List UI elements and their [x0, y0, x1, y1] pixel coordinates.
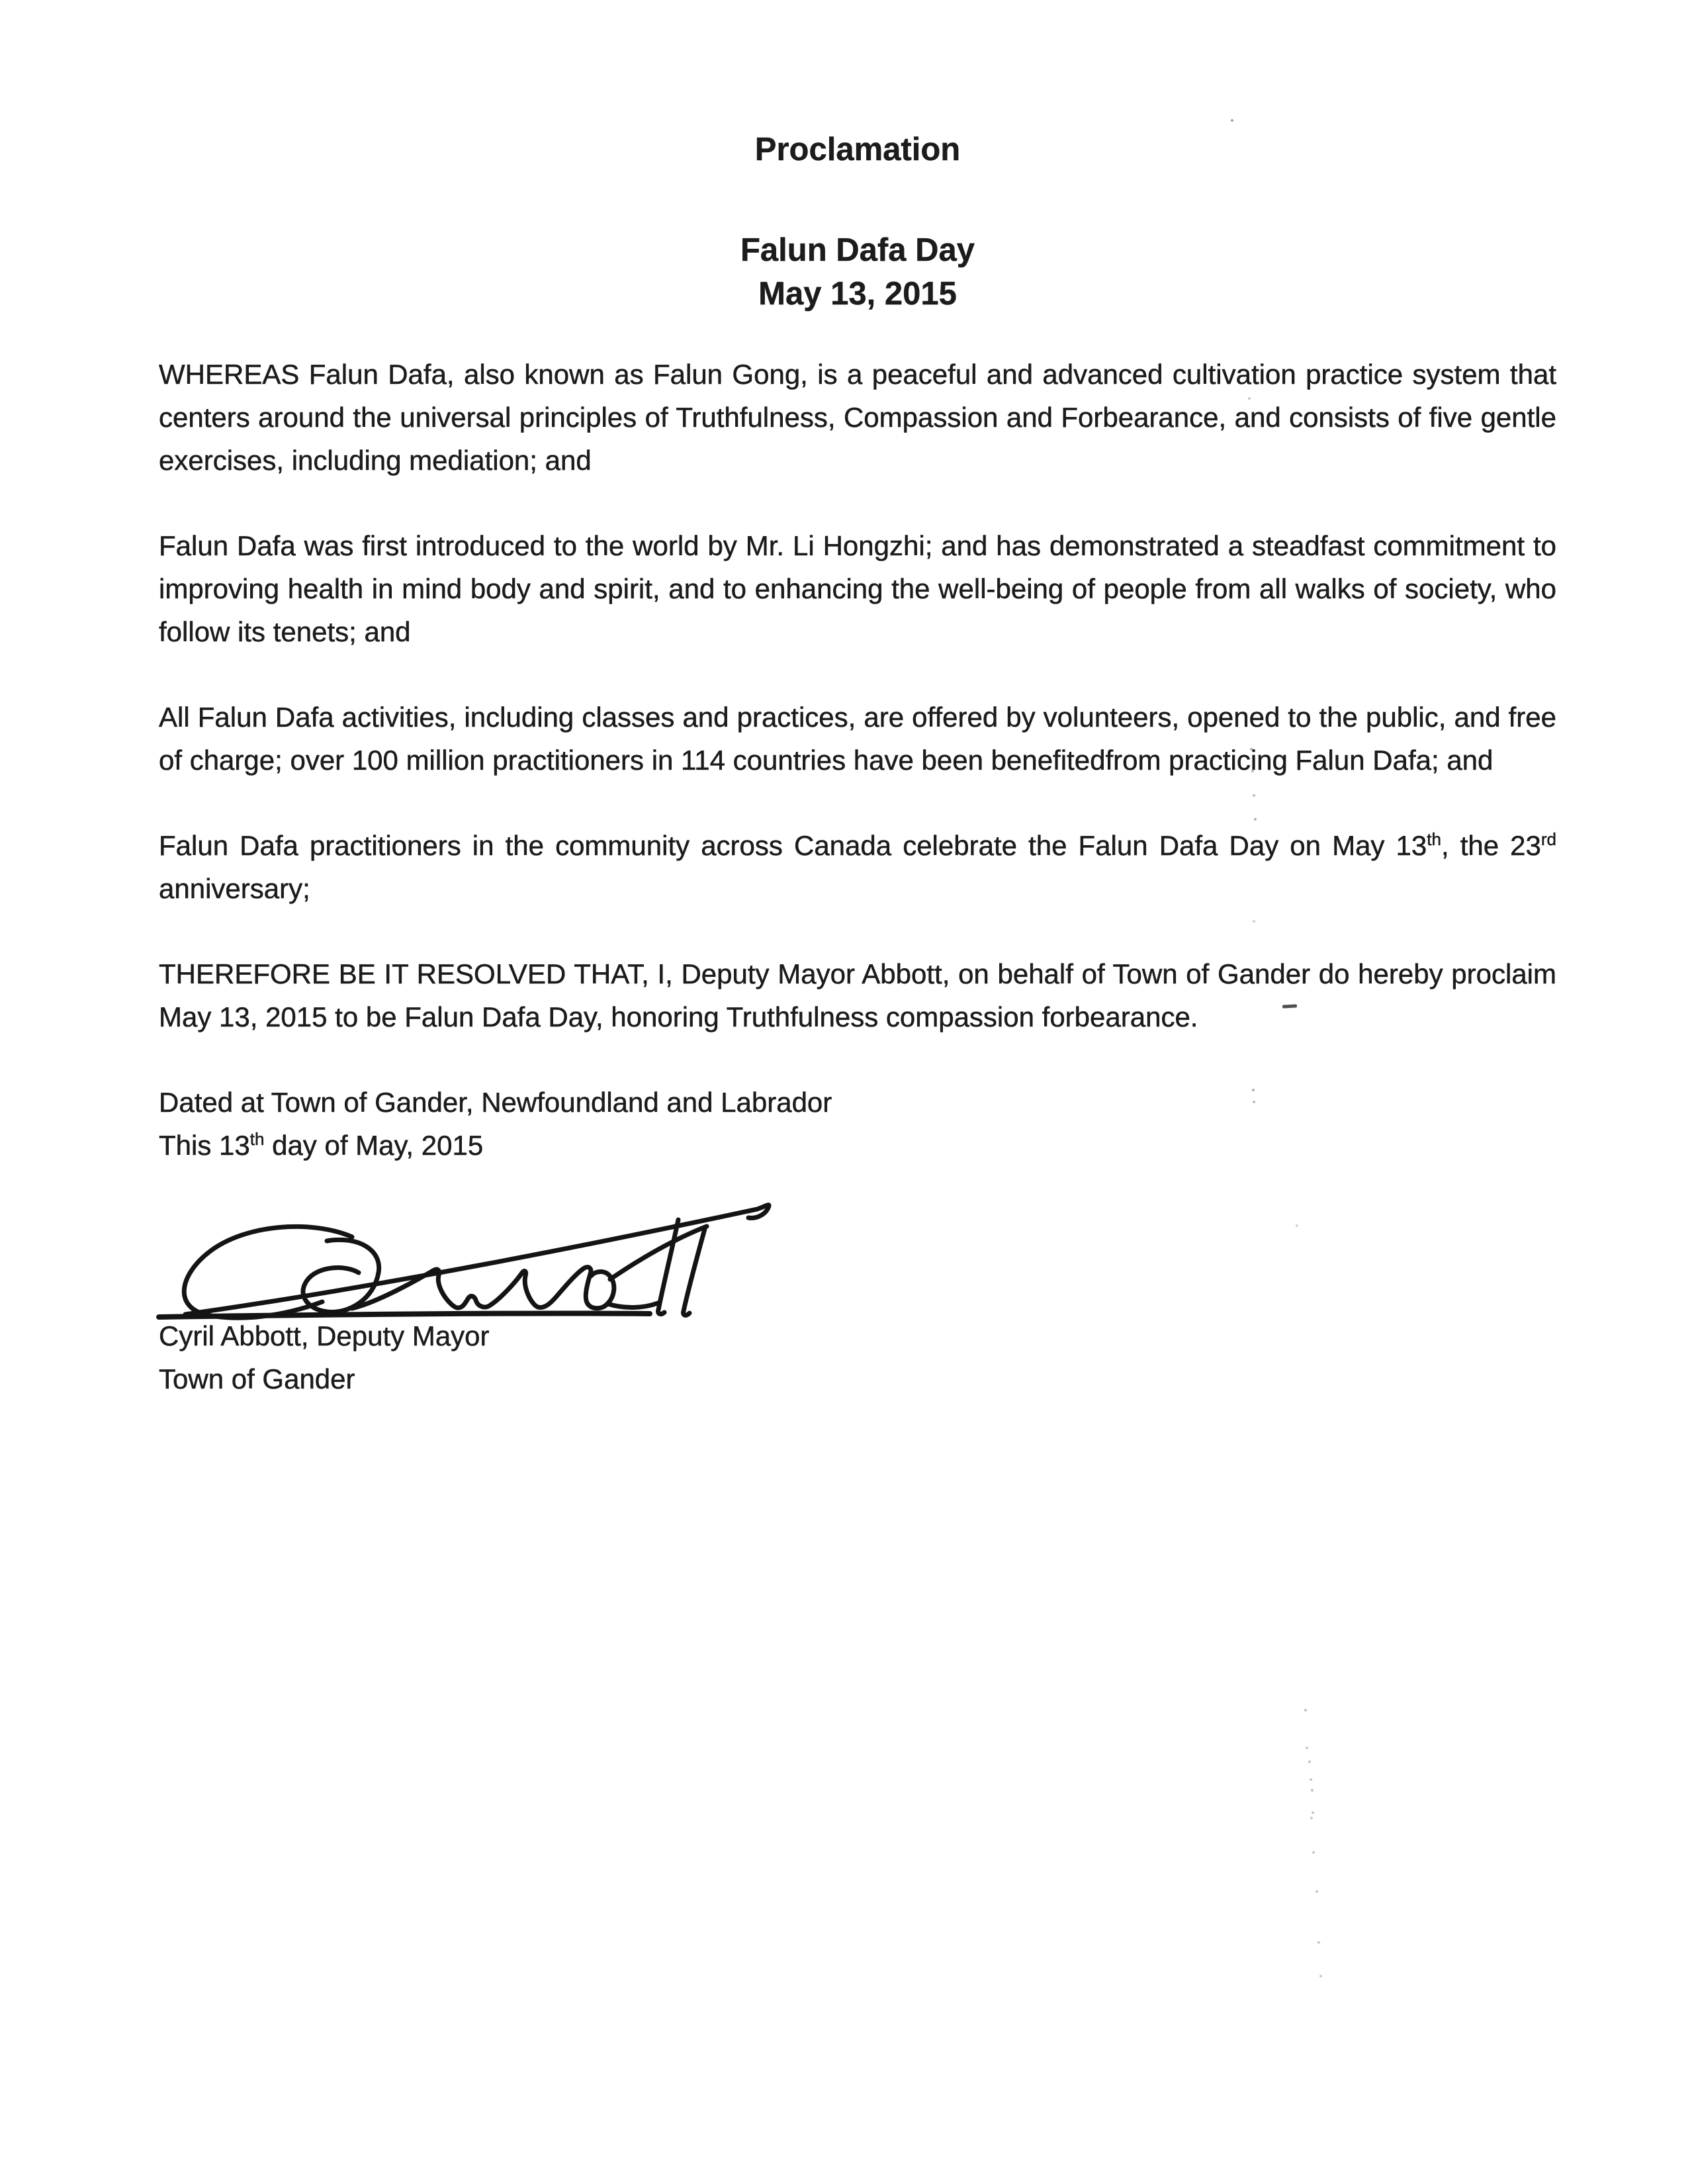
dated-block: [159, 1081, 1556, 1167]
event-date: May 13, 2015: [758, 276, 957, 312]
paragraph-whereas: WHEREAS Falun Dafa, also known as Falun Gong, is a peaceful and advanced cultivation practice system that centers around the universal principles of Truthfulness, Compassion and Forbearance, and consists of five gentle exercises, including mediation; and: [159, 359, 1556, 476]
ordinal-suffix-rd: rd: [1540, 829, 1557, 849]
signature-stroke-connector: [607, 1303, 658, 1308]
signatory-block: [159, 1314, 1556, 1400]
anniversary-text-3: anniversary;: [159, 873, 310, 904]
dated-ordinal-suffix-th: th: [249, 1129, 265, 1149]
paragraph-activities: All Falun Dafa activities, including classes and practices, are offered by volunteers, opened to the public, and free of charge; over 100 million practitioners in 114 countries have been benefitedfrom practicing Falun Dafa; and: [159, 702, 1556, 776]
signature-image: [154, 1172, 822, 1324]
signatory-organization-line: Town of Gander: [159, 1363, 355, 1394]
signature-underline: [159, 1313, 650, 1317]
anniversary-text-2: , the 23: [1441, 830, 1541, 861]
signature-strokes: [159, 1205, 769, 1318]
signatory-name-line: Cyril Abbott, Deputy Mayor: [159, 1320, 490, 1351]
signature-area: [159, 1172, 1556, 1314]
event-name: Falun Dafa Day: [740, 232, 975, 268]
subtitle-block: [159, 228, 1556, 316]
signature-stroke-humps: [352, 1267, 614, 1308]
dated-date-text-1: This 13: [159, 1130, 250, 1161]
dated-location-line: Dated at Town of Gander, Newfoundland and Labrador: [159, 1087, 832, 1118]
signature-stroke-stem2: [684, 1229, 705, 1315]
paragraph-resolution: THEREFORE BE IT RESOLVED THAT, I, Deputy Mayor Abbott, on behalf of Town of Gander do hereby proclaim May 13, 2015 to be Falun Dafa Day, honoring Truthfulness compassion forbearance.: [159, 958, 1556, 1032]
page-title: Proclamation: [754, 132, 961, 167]
ordinal-suffix-th: th: [1427, 829, 1441, 849]
dated-date-text-2: day of May, 2015: [264, 1130, 484, 1161]
signature-stroke-stem1: [658, 1220, 678, 1314]
anniversary-text-1: Falun Dafa practitioners in the community across Canada celebrate the Falun Dafa Day on May 13: [159, 830, 1427, 861]
paragraph-introduction: Falun Dafa was first introduced to the world by Mr. Li Hongzhi; and has demonstrated a steadfast commitment to improving health in mind body and spirit, and to enhancing the well-being of people from all walks of society, who follow its tenets; and: [159, 530, 1556, 647]
paragraph-anniversary: [159, 824, 1556, 910]
document-content: [159, 0, 1556, 1400]
dated-date-line: [159, 1124, 1556, 1167]
scan-speckle-artifacts: [0, 0, 3, 3]
